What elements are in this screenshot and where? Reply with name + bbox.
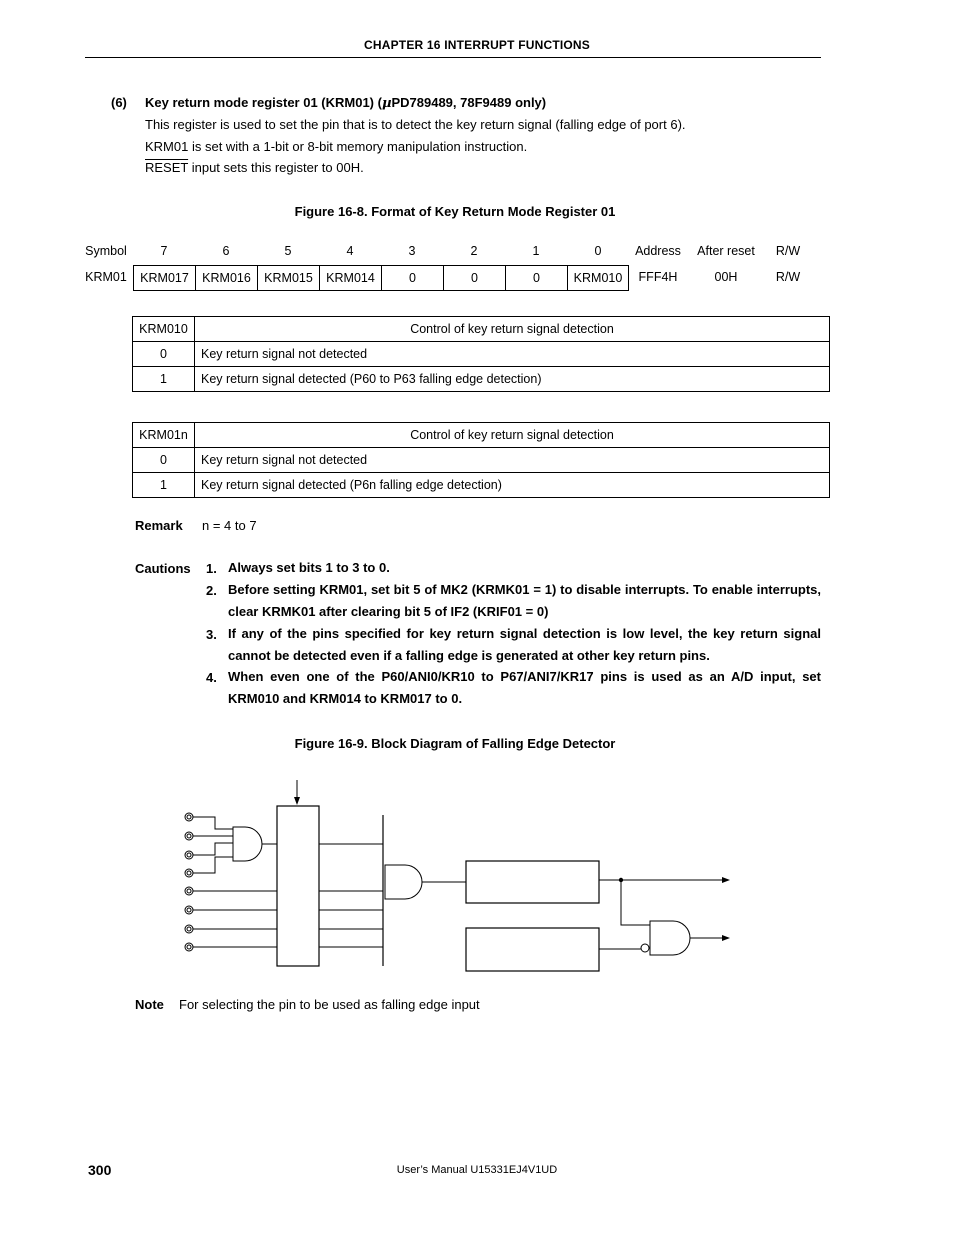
table-cell: 1 <box>133 367 195 392</box>
reg-header-address: Address <box>635 244 681 258</box>
krm010-table <box>132 316 830 392</box>
reg-bit-2: 0 <box>443 265 506 291</box>
reg-symbol: KRM01 <box>85 270 127 284</box>
footer-manual: User’s Manual U15331EJ4V1UD <box>396 1164 558 1176</box>
chapter-header: CHAPTER 16 INTERRUPT FUNCTIONS <box>363 38 590 52</box>
section-para-1: This register is used to set the pin that is to detect the key return signal (falling edge of port 6). <box>145 117 686 132</box>
reg-bit-4: KRM014 <box>319 265 382 291</box>
table-row <box>133 317 830 342</box>
remark-label: Remark <box>135 518 183 533</box>
selector-block <box>277 806 319 966</box>
reg-header-bit: 4 <box>346 244 354 258</box>
reg-header-bit: 7 <box>160 244 168 258</box>
reg-header-bit: 3 <box>408 244 416 258</box>
section-number: (6) <box>111 95 127 110</box>
reg-header-bit: 2 <box>470 244 478 258</box>
table-cell: Key return signal not detected <box>195 448 830 473</box>
table-cell: KRM010 <box>133 317 195 342</box>
caution-text: When even one of the P60/ANI0/KR10 to P67/ANI7/KR17 pins is used as an A/D input, set KRM010 and KRM014 to KRM017 to 0. <box>228 669 821 706</box>
section-title: Key return mode register 01 (KRM01) (µPD789489, 78F9489 only) <box>145 95 547 111</box>
reg-header-bit: 6 <box>222 244 230 258</box>
table-row <box>133 423 830 448</box>
caution-text: Always set bits 1 to 3 to 0. <box>228 560 390 575</box>
register-block <box>466 928 599 971</box>
caution-number: 4. <box>206 670 217 685</box>
cautions-label: Cautions <box>135 561 191 576</box>
krm01n-table <box>132 422 830 498</box>
table-cell: 1 <box>133 473 195 498</box>
caution-text: If any of the pins specified for key return signal detection is low level, the key return signal cannot be detected even if a falling edge is generated at other key return pins. <box>228 626 821 663</box>
input-pins <box>185 813 193 951</box>
reg-bit-3: 0 <box>381 265 444 291</box>
note-text: For selecting the pin to be used as falling edge input <box>179 997 480 1012</box>
section-para-2: KRM01 is set with a 1-bit or 8-bit memory manipulation instruction. <box>145 139 528 154</box>
caution-number: 2. <box>206 583 217 598</box>
reg-bit-6: KRM016 <box>195 265 258 291</box>
remark-text: n = 4 to 7 <box>202 518 257 533</box>
caution-number: 3. <box>206 627 217 642</box>
reg-address: FFF4H <box>638 270 678 284</box>
table-cell: 0 <box>133 342 195 367</box>
section-para-3: RESET input sets this register to 00H. <box>145 160 364 175</box>
table-cell: Control of key return signal detection <box>195 423 830 448</box>
falling-edge-detector-diagram <box>0 770 954 980</box>
table-cell: Key return signal detected (P6n falling edge detection) <box>195 473 830 498</box>
register-block <box>466 861 599 903</box>
and-gate-icon <box>385 865 422 899</box>
and-gate-icon <box>650 921 690 955</box>
caution-text: Before setting KRM01, set bit 5 of MK2 (KRMK01 = 1) to disable interrupts. To enable interrupts, clear KRMK01 after clearing bit 5 of IF2 (KRIF01 = 0) <box>228 582 821 619</box>
figure-9-title: Figure 16-9. Block Diagram of Falling Edge Detector <box>294 736 616 751</box>
table-cell: Control of key return signal detection <box>195 317 830 342</box>
table-row <box>133 448 830 473</box>
reg-bit-0: KRM010 <box>567 265 629 291</box>
reg-header-after-reset: After reset <box>697 244 755 258</box>
reg-header-bit: 1 <box>532 244 540 258</box>
reg-bit-1: 0 <box>505 265 568 291</box>
table-row <box>133 473 830 498</box>
page-number: 300 <box>88 1162 112 1178</box>
table-cell: Key return signal detected (P60 to P63 falling edge detection) <box>195 367 830 392</box>
header-rule <box>85 57 821 58</box>
reg-rw: R/W <box>775 270 801 284</box>
table-cell: 0 <box>133 448 195 473</box>
table-cell: KRM01n <box>133 423 195 448</box>
reg-bit-7: KRM017 <box>133 265 196 291</box>
reg-header-symbol: Symbol <box>85 244 127 258</box>
inverter-bubble-icon <box>641 944 649 952</box>
table-row <box>133 367 830 392</box>
figure-8-title: Figure 16-8. Format of Key Return Mode Register 01 <box>294 204 616 219</box>
reg-header-rw: R/W <box>775 244 801 258</box>
and-gate-icon <box>233 827 262 861</box>
reg-after-reset: 00H <box>714 270 738 284</box>
reg-header-bit: 0 <box>594 244 602 258</box>
reg-header-bit: 5 <box>284 244 292 258</box>
caution-number: 1. <box>206 561 217 576</box>
note-label: Note <box>135 997 164 1012</box>
reg-bit-5: KRM015 <box>257 265 320 291</box>
table-cell: Key return signal not detected <box>195 342 830 367</box>
table-row <box>133 342 830 367</box>
